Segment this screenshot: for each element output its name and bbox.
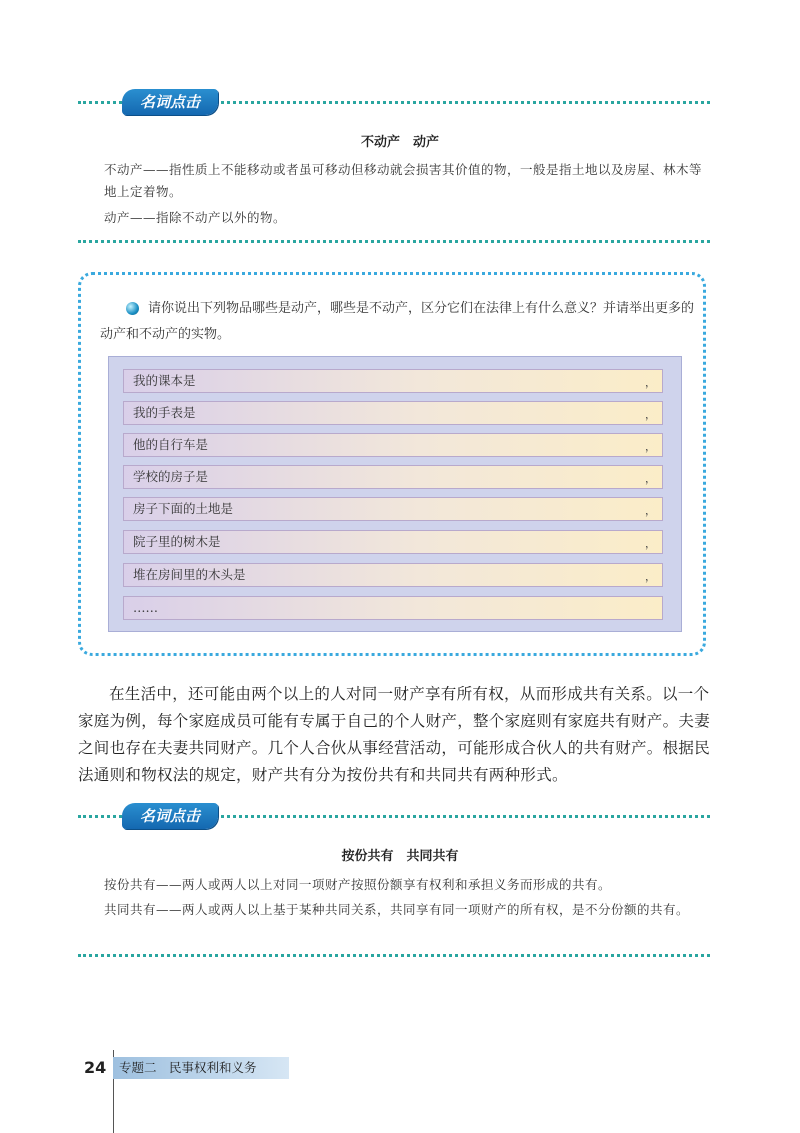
answer-row-comma: ， [645, 504, 656, 517]
box2-bottom-dotline [78, 954, 710, 957]
answer-row-label: 学校的房子是 [133, 469, 209, 484]
box2-definition-1: 按份共有——两人或两人以上对同一项财产按照份额享有权利和承担义务而形成的共有。 [104, 877, 612, 892]
box2-term-badge: 名词点击 [122, 803, 218, 829]
answer-row[interactable] [123, 497, 663, 521]
answer-row[interactable] [123, 369, 663, 393]
box1-term-badge: 名词点击 [122, 89, 218, 115]
answer-row-label: 房子下面的土地是 [133, 501, 234, 516]
answer-row-comma: ， [645, 408, 656, 421]
box2-term-title: 按份共有 共同共有 [341, 849, 459, 864]
answer-row-label: 我的手表是 [133, 405, 196, 420]
box2-definition-2: 共同共有——两人或两人以上基于某种共同关系，共同享有同一项财产的所有权，是不分份额的共有。 [104, 902, 690, 917]
answer-row-label: 我的课本是 [133, 373, 196, 388]
answer-row[interactable] [123, 465, 663, 489]
answer-row[interactable] [123, 401, 663, 425]
answer-row-label: 他的自行车是 [133, 437, 209, 452]
answer-row[interactable] [123, 563, 663, 587]
box1-definition-1: 不动产——指性质上不能移动或者虽可移动但移动就会损害其价值的物，一般是指土地以及房屋、林木等地上定着物。 [104, 162, 703, 199]
answer-row-comma: ， [645, 570, 656, 583]
answer-row[interactable] [123, 433, 663, 457]
answer-row-comma: ， [645, 472, 656, 485]
answer-row[interactable] [123, 530, 663, 554]
answer-row-comma: ， [645, 440, 656, 453]
body-paragraph: 在生活中，还可能由两个以上的人对同一财产享有所有权，从而形成共有关系。以一个家庭为例，每个家庭成员可能有专属于自己的个人财产，整个家庭则有家庭共有财产。夫妻之间也存在夫妻共同财产。几个人合伙从事经营活动，可能形成合伙人的共有财产。根据民法通则和物权法的规定，财产共有分为按份共有和共同共有两种形式。 [78, 685, 711, 784]
answer-row[interactable] [123, 596, 663, 620]
answer-row-comma: ， [645, 537, 656, 550]
page-number: 24 [84, 1058, 107, 1077]
chapter-label: 专题二 民事权利和义务 [113, 1057, 289, 1079]
box1-term-title: 不动产 动产 [360, 135, 439, 150]
answer-row-label: …… [133, 600, 158, 615]
answer-row-comma: ， [645, 376, 656, 389]
answer-row-label: 堆在房间里的木头是 [133, 567, 246, 582]
answer-panel [108, 356, 682, 632]
answer-row-label: 院子里的树木是 [133, 534, 221, 549]
activity-question: 请你说出下列物品哪些是动产，哪些是不动产，区分它们在法律上有什么意义？并请举出更多的动产和不动产的实物。 [100, 301, 695, 342]
box1-definition-2: 动产——指除不动产以外的物。 [104, 210, 287, 225]
box1-bottom-dotline [78, 240, 710, 243]
